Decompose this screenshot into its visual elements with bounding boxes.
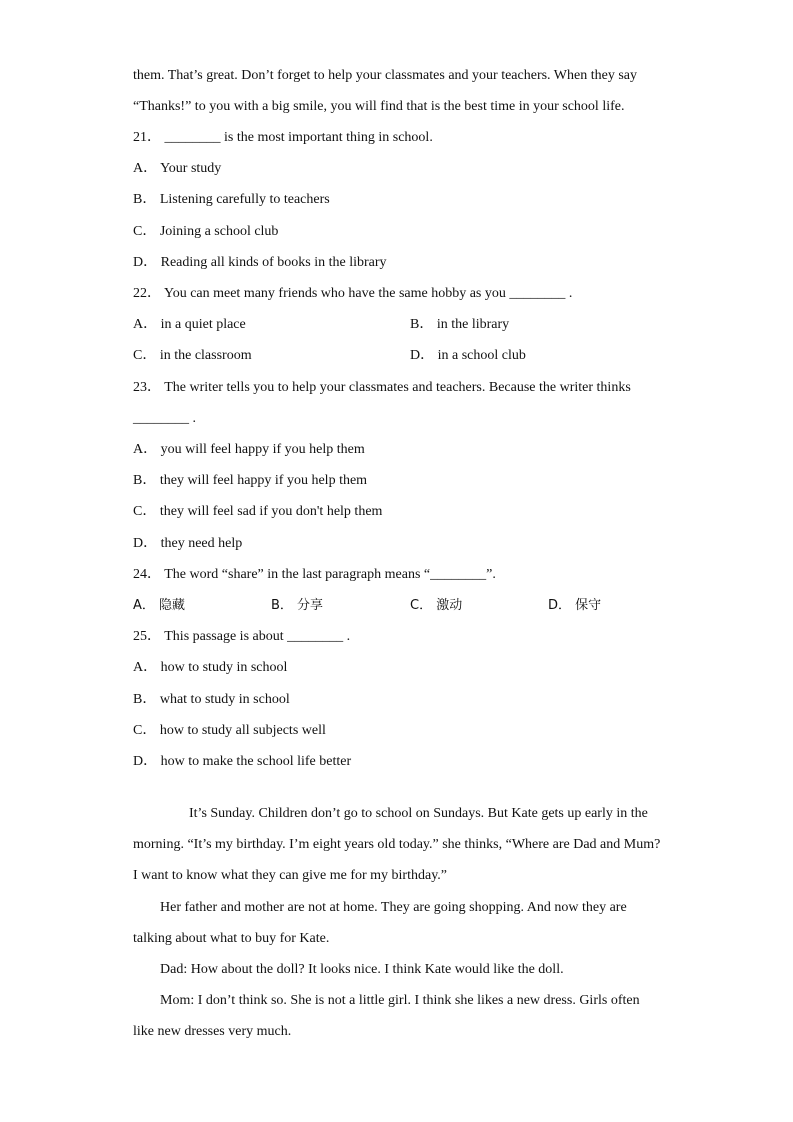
question-24-option-c: C． 激动 (410, 598, 463, 613)
passage-line: “Thanks!” to you with a big smile, you will find that is the best time in your school life. (133, 99, 625, 114)
passage2-line: morning. “It’s my birthday. I’m eight years old today.” she thinks, “Where are Dad and Mum? (133, 837, 661, 852)
question-22-option-d: D． in a school club (410, 348, 526, 363)
passage2-line: Mom: I don’t think so. She is not a little girl. I think she likes a new dress. Girls often (160, 993, 640, 1008)
question-24-option-d: D． 保守 (548, 598, 602, 613)
question-24-option-b: B． 分享 (271, 598, 324, 613)
question-22-option-c: C． in the classroom (133, 348, 252, 363)
question-21-option-c: C． Joining a school club (133, 224, 279, 239)
question-24-option-a: A． 隐藏 (133, 598, 186, 613)
question-21-option-b: B． Listening carefully to teachers (133, 192, 330, 207)
question-25-stem: 25． This passage is about ________ . (133, 629, 351, 644)
question-25-option-d: D． how to make the school life better (133, 754, 352, 769)
question-23-stem: 23． The writer tells you to help your classmates and teachers. Because the writer thinks (133, 380, 631, 395)
question-23-option-a: A． you will feel happy if you help them (133, 442, 365, 457)
question-23-stem-cont: ________ . (133, 411, 196, 426)
question-21-option-a: A． Your study (133, 161, 222, 176)
question-23-option-c: C． they will feel sad if you don't help them (133, 504, 383, 519)
question-25-option-c: C． how to study all subjects well (133, 723, 326, 738)
question-23-option-d: D． they need help (133, 536, 243, 551)
question-22-option-b: B． in the library (410, 317, 510, 332)
question-23-option-b: B． they will feel happy if you help them (133, 473, 368, 488)
passage2-line: Her father and mother are not at home. They are going shopping. And now they are (160, 900, 627, 915)
question-22-stem: 22． You can meet many friends who have the same hobby as you ________ . (133, 286, 573, 301)
question-24-stem: 24． The word “share” in the last paragraph means “________”. (133, 567, 496, 582)
passage2-line: like new dresses very much. (133, 1024, 292, 1039)
passage2-line: Dad: How about the doll? It looks nice. I think Kate would like the doll. (160, 962, 564, 977)
passage-line: them. That’s great. Don’t forget to help your classmates and your teachers. When they say (133, 68, 637, 83)
passage2-line: talking about what to buy for Kate. (133, 931, 330, 946)
question-21-stem: 21． ________ is the most important thing in school. (133, 130, 433, 145)
question-25-option-b: B． what to study in school (133, 692, 290, 707)
question-22-option-a: A． in a quiet place (133, 317, 246, 332)
passage2-line: I want to know what they can give me for my birthday.” (133, 868, 448, 883)
question-21-option-d: D． Reading all kinds of books in the library (133, 255, 387, 270)
question-25-option-a: A． how to study in school (133, 660, 288, 675)
passage2-line: It’s Sunday. Children don’t go to school on Sundays. But Kate gets up early in the (189, 806, 648, 821)
